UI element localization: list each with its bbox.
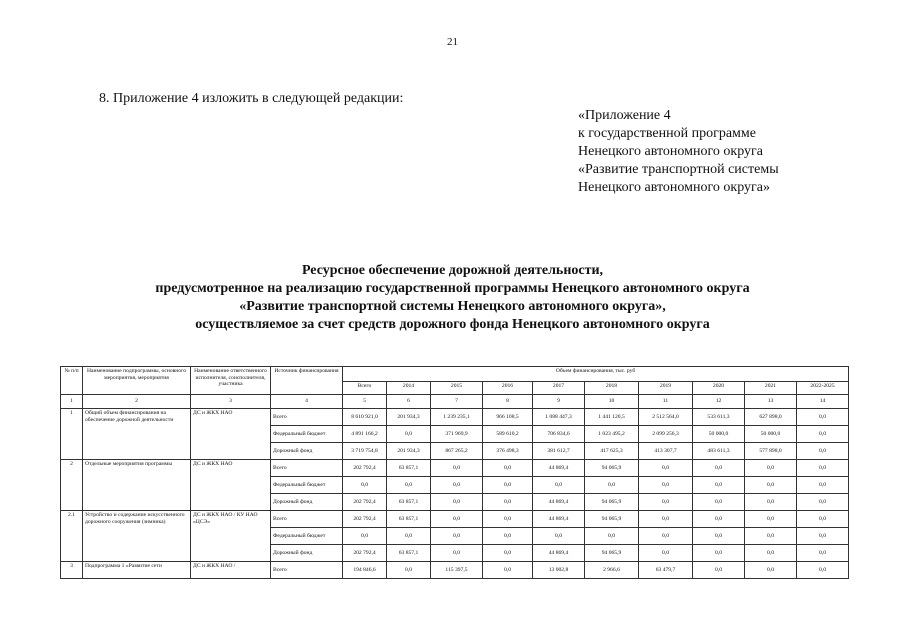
value-cell: 0,0 bbox=[483, 511, 533, 528]
header-volume: Объем финансирования, тыс. руб bbox=[343, 367, 849, 382]
value-cell: 0,0 bbox=[693, 511, 745, 528]
value-cell: 0,0 bbox=[639, 545, 693, 562]
value-cell: 0,0 bbox=[745, 494, 797, 511]
header-year: 2017 bbox=[533, 382, 585, 395]
value-cell: 2 512 564,0 bbox=[639, 409, 693, 426]
value-cell: 0,0 bbox=[431, 460, 483, 477]
header-year: 2021 bbox=[745, 382, 797, 395]
value-cell: 0,0 bbox=[431, 477, 483, 494]
title-line: «Развитие транспортной системы Ненецкого автономного округа», bbox=[239, 299, 666, 314]
value-cell: 94 065,9 bbox=[585, 545, 639, 562]
appendix-line: Ненецкого автономного округа» bbox=[578, 180, 770, 195]
value-cell: 50 000,0 bbox=[745, 426, 797, 443]
column-index: 1 bbox=[61, 395, 83, 409]
value-cell: 0,0 bbox=[387, 528, 431, 545]
value-cell: 0,0 bbox=[745, 477, 797, 494]
table-row bbox=[61, 562, 849, 579]
table-header-row bbox=[61, 367, 849, 382]
value-cell: 0,0 bbox=[745, 511, 797, 528]
value-cell: 202 792,4 bbox=[343, 511, 387, 528]
value-cell: 0,0 bbox=[797, 528, 849, 545]
title-line: осуществляемое за счет средств дорожного фонда Ненецкого автономного округа bbox=[195, 317, 710, 332]
column-index: 5 bbox=[343, 395, 387, 409]
value-cell: 0,0 bbox=[745, 528, 797, 545]
value-cell: 483 611,3 bbox=[693, 443, 745, 460]
page-number: 21 bbox=[447, 36, 458, 48]
value-cell: 0,0 bbox=[343, 477, 387, 494]
value-cell: 0,0 bbox=[533, 528, 585, 545]
value-cell: 0,0 bbox=[693, 562, 745, 579]
column-index: 3 bbox=[191, 395, 271, 409]
value-cell: 0,0 bbox=[745, 460, 797, 477]
row-source: Дорожный фонд bbox=[271, 494, 343, 511]
value-cell: 371 969,9 bbox=[431, 426, 483, 443]
appendix-heading bbox=[578, 107, 779, 197]
column-index-row bbox=[61, 395, 849, 409]
value-cell: 202 792,4 bbox=[343, 460, 387, 477]
row-source: Федеральный бюджет bbox=[271, 426, 343, 443]
header-year: 2016 bbox=[483, 382, 533, 395]
column-index: 11 bbox=[639, 395, 693, 409]
row-executor: ДС и ЖКХ НАО bbox=[191, 409, 271, 460]
value-cell: 202 792,4 bbox=[343, 494, 387, 511]
row-name: Отдельные мероприятия программы bbox=[83, 460, 191, 511]
value-cell: 1 023 495,2 bbox=[585, 426, 639, 443]
table-row bbox=[61, 511, 849, 528]
value-cell: 381 612,7 bbox=[533, 443, 585, 460]
value-cell: 4 891 166,2 bbox=[343, 426, 387, 443]
value-cell: 202 792,4 bbox=[343, 545, 387, 562]
column-index: 12 bbox=[693, 395, 745, 409]
header-year: 2020 bbox=[693, 382, 745, 395]
document-title bbox=[0, 262, 905, 334]
value-cell: 0,0 bbox=[431, 528, 483, 545]
row-executor: ДС и ЖКХ НАО / КУ НАО «ЦСЭ» bbox=[191, 511, 271, 562]
header-year: Всего bbox=[343, 382, 387, 395]
header-year: 2014 bbox=[387, 382, 431, 395]
value-cell: 201 934,3 bbox=[387, 409, 431, 426]
value-cell: 0,0 bbox=[693, 460, 745, 477]
value-cell: 50 000,0 bbox=[693, 426, 745, 443]
value-cell: 0,0 bbox=[745, 545, 797, 562]
value-cell: 413 307,7 bbox=[639, 443, 693, 460]
value-cell: 867 265,2 bbox=[431, 443, 483, 460]
row-source: Всего bbox=[271, 511, 343, 528]
value-cell: 8 610 921,0 bbox=[343, 409, 387, 426]
value-cell: 94 065,9 bbox=[585, 460, 639, 477]
row-name: Общий объем финансирования на обеспечение дорожной деятельности bbox=[83, 409, 191, 460]
column-index: 2 bbox=[83, 395, 191, 409]
row-number: 3 bbox=[61, 562, 83, 579]
row-source: Всего bbox=[271, 409, 343, 426]
column-index: 4 bbox=[271, 395, 343, 409]
header-source: Источник финансирования bbox=[271, 367, 343, 395]
value-cell: 2 099 256,3 bbox=[639, 426, 693, 443]
value-cell: 0,0 bbox=[693, 528, 745, 545]
value-cell: 0,0 bbox=[639, 528, 693, 545]
value-cell: 194 846,6 bbox=[343, 562, 387, 579]
row-source: Федеральный бюджет bbox=[271, 477, 343, 494]
value-cell: 0,0 bbox=[797, 443, 849, 460]
value-cell: 0,0 bbox=[483, 545, 533, 562]
header-name: Наименование подпрограммы, основного мероприятия, мероприятия bbox=[83, 367, 191, 395]
value-cell: 0,0 bbox=[797, 460, 849, 477]
value-cell: 0,0 bbox=[797, 494, 849, 511]
value-cell: 201 934,3 bbox=[387, 443, 431, 460]
value-cell: 0,0 bbox=[483, 494, 533, 511]
value-cell: 44 869,4 bbox=[533, 511, 585, 528]
column-index: 7 bbox=[431, 395, 483, 409]
value-cell: 0,0 bbox=[431, 511, 483, 528]
value-cell: 0,0 bbox=[483, 562, 533, 579]
value-cell: 44 869,4 bbox=[533, 545, 585, 562]
value-cell: 94 065,9 bbox=[585, 494, 639, 511]
value-cell: 0,0 bbox=[585, 528, 639, 545]
value-cell: 0,0 bbox=[693, 494, 745, 511]
value-cell: 376 498,3 bbox=[483, 443, 533, 460]
value-cell: 0,0 bbox=[693, 545, 745, 562]
value-cell: 0,0 bbox=[343, 528, 387, 545]
value-cell: 0,0 bbox=[797, 426, 849, 443]
appendix-line: Ненецкого автономного округа bbox=[578, 144, 763, 159]
value-cell: 44 869,4 bbox=[533, 494, 585, 511]
amendment-item-text: 8. Приложение 4 изложить в следующей редакции: bbox=[99, 91, 404, 106]
value-cell: 0,0 bbox=[639, 494, 693, 511]
row-source: Всего bbox=[271, 562, 343, 579]
value-cell: 63 857,1 bbox=[387, 545, 431, 562]
header-num: № п/п bbox=[61, 367, 83, 395]
value-cell: 966 108,5 bbox=[483, 409, 533, 426]
value-cell: 0,0 bbox=[797, 562, 849, 579]
value-cell: 0,0 bbox=[483, 460, 533, 477]
value-cell: 44 869,4 bbox=[533, 460, 585, 477]
row-number: 1 bbox=[61, 409, 83, 460]
value-cell: 0,0 bbox=[483, 477, 533, 494]
row-executor: ДС и ЖКХ НАО / bbox=[191, 562, 271, 579]
appendix-line: к государственной программе bbox=[578, 126, 756, 141]
column-index: 10 bbox=[585, 395, 639, 409]
value-cell: 0,0 bbox=[387, 477, 431, 494]
appendix-line: «Развитие транспортной системы bbox=[578, 162, 779, 177]
value-cell: 0,0 bbox=[693, 477, 745, 494]
table-row bbox=[61, 409, 849, 426]
row-executor: ДС и ЖКХ НАО bbox=[191, 460, 271, 511]
value-cell: 0,0 bbox=[797, 545, 849, 562]
header-year: 2015 bbox=[431, 382, 483, 395]
value-cell: 1 239 235,1 bbox=[431, 409, 483, 426]
appendix-line: «Приложение 4 bbox=[578, 108, 671, 123]
value-cell: 63 479,7 bbox=[639, 562, 693, 579]
row-source: Дорожный фонд bbox=[271, 545, 343, 562]
value-cell: 0,0 bbox=[639, 511, 693, 528]
row-source: Всего bbox=[271, 460, 343, 477]
header-year: 2018 bbox=[585, 382, 639, 395]
value-cell: 0,0 bbox=[585, 477, 639, 494]
value-cell: 0,0 bbox=[797, 409, 849, 426]
value-cell: 63 857,1 bbox=[387, 494, 431, 511]
header-year: 2022-2025 bbox=[797, 382, 849, 395]
value-cell: 1 088 447,3 bbox=[533, 409, 585, 426]
value-cell: 0,0 bbox=[387, 426, 431, 443]
title-line: предусмотренное на реализацию государственной программы Ненецкого автономного округа bbox=[155, 281, 750, 296]
column-index: 8 bbox=[483, 395, 533, 409]
row-number: 2 bbox=[61, 460, 83, 511]
value-cell: 0,0 bbox=[483, 528, 533, 545]
value-cell: 0,0 bbox=[431, 494, 483, 511]
value-cell: 94 065,9 bbox=[585, 511, 639, 528]
value-cell: 0,0 bbox=[797, 477, 849, 494]
value-cell: 63 857,1 bbox=[387, 511, 431, 528]
value-cell: 13 002,8 bbox=[533, 562, 585, 579]
header-executor: Наименование ответственного исполнителя, соисполнителя, участника bbox=[191, 367, 271, 395]
value-cell: 533 611,3 bbox=[693, 409, 745, 426]
value-cell: 115 397,5 bbox=[431, 562, 483, 579]
financing-table bbox=[60, 366, 849, 579]
column-index: 9 bbox=[533, 395, 585, 409]
value-cell: 0,0 bbox=[745, 562, 797, 579]
value-cell: 0,0 bbox=[431, 545, 483, 562]
row-number: 2.1 bbox=[61, 511, 83, 562]
value-cell: 0,0 bbox=[639, 477, 693, 494]
row-name: Устройство и содержание искусственного дорожного сооружения (зимника) bbox=[83, 511, 191, 562]
title-line: Ресурсное обеспечение дорожной деятельности, bbox=[301, 263, 604, 278]
row-name: Подпрограмма 1 «Развитие сети bbox=[83, 562, 191, 579]
value-cell: 627 898,0 bbox=[745, 409, 797, 426]
value-cell: 0,0 bbox=[639, 460, 693, 477]
value-cell: 0,0 bbox=[387, 562, 431, 579]
column-index: 14 bbox=[797, 395, 849, 409]
value-cell: 63 857,1 bbox=[387, 460, 431, 477]
value-cell: 0,0 bbox=[533, 477, 585, 494]
column-index: 6 bbox=[387, 395, 431, 409]
value-cell: 589 610,2 bbox=[483, 426, 533, 443]
value-cell: 417 625,3 bbox=[585, 443, 639, 460]
row-source: Федеральный бюджет bbox=[271, 528, 343, 545]
table-row bbox=[61, 460, 849, 477]
value-cell: 3 719 754,8 bbox=[343, 443, 387, 460]
row-source: Дорожный фонд bbox=[271, 443, 343, 460]
value-cell: 706 834,6 bbox=[533, 426, 585, 443]
value-cell: 577 898,0 bbox=[745, 443, 797, 460]
header-year: 2019 bbox=[639, 382, 693, 395]
value-cell: 2 966,6 bbox=[585, 562, 639, 579]
value-cell: 0,0 bbox=[797, 511, 849, 528]
value-cell: 1 441 120,5 bbox=[585, 409, 639, 426]
column-index: 13 bbox=[745, 395, 797, 409]
